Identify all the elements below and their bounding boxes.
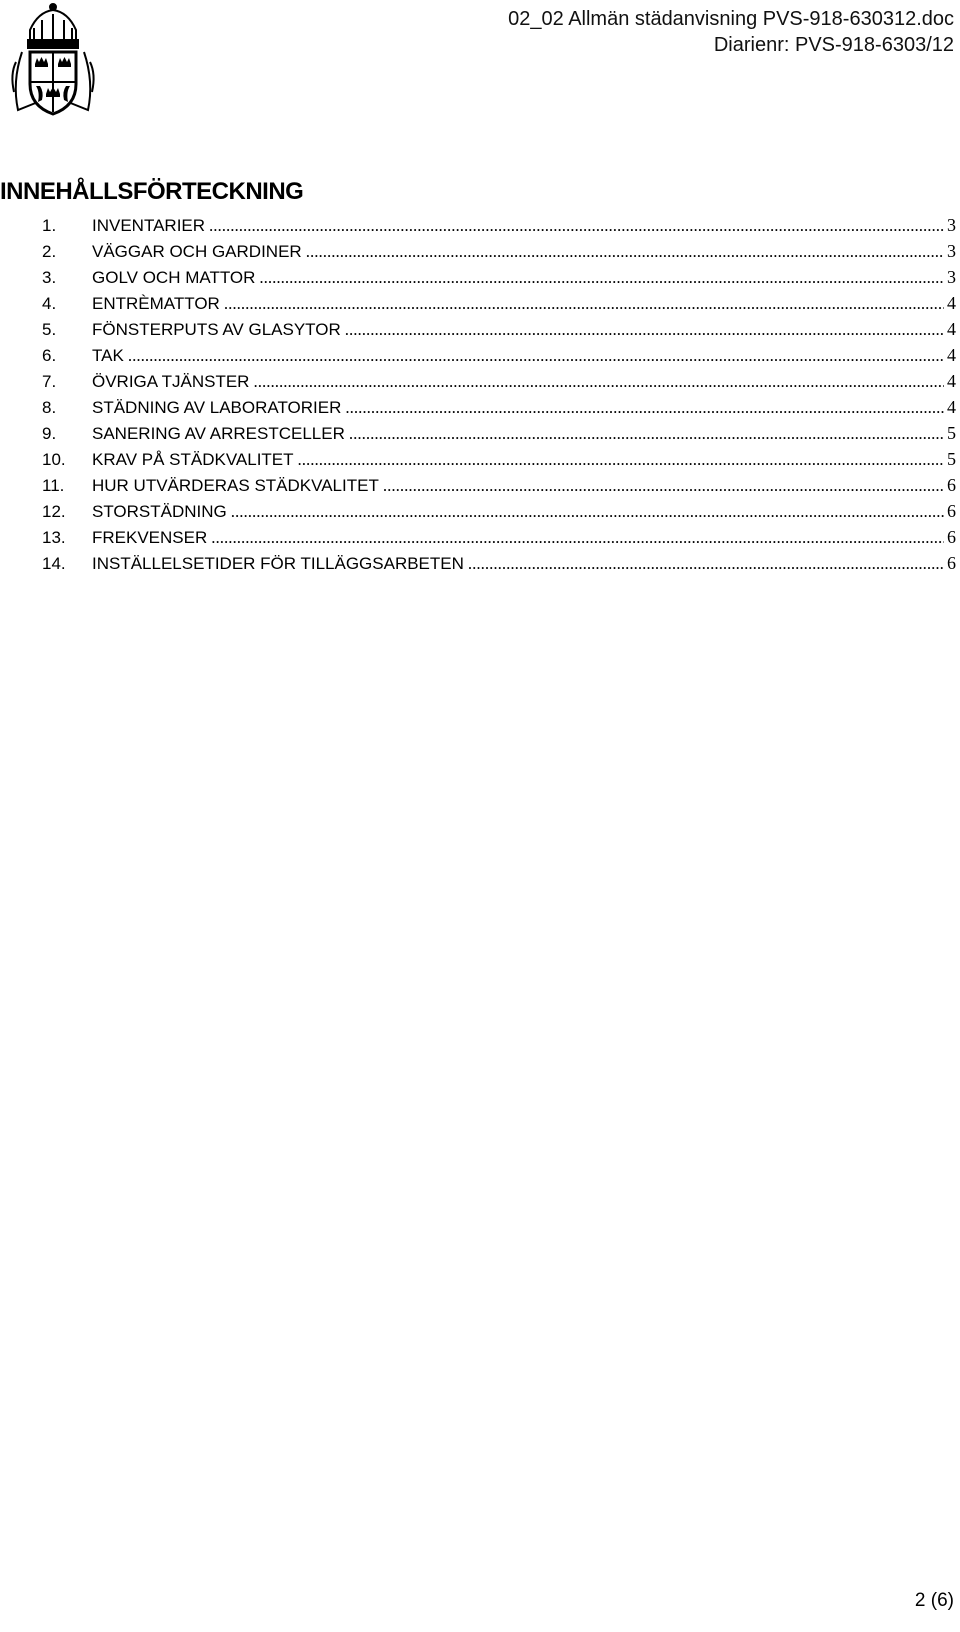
toc-entry-page: 4	[947, 293, 956, 313]
toc-entry-label: ÖVRIGA TJÄNSTER	[92, 372, 250, 391]
toc-entry-label: TAK	[92, 346, 124, 365]
toc-entry-13[interactable]	[0, 524, 956, 550]
toc-entry-label: GOLV OCH MATTOR	[92, 268, 256, 287]
toc-dot-leader	[211, 525, 944, 551]
toc-entry-number: 10.	[42, 450, 66, 469]
toc-entry-12[interactable]	[0, 498, 956, 524]
toc-dot-leader	[298, 447, 944, 473]
toc-entry-page: 6	[947, 501, 956, 521]
toc-entry-number: 1.	[42, 216, 57, 235]
toc-entry-page: 4	[947, 371, 956, 391]
toc-entry-6[interactable]	[0, 342, 956, 368]
toc-entry-label: VÄGGAR OCH GARDINER	[92, 242, 302, 261]
toc-entry-number: 13.	[42, 528, 66, 547]
toc-entry-number: 4.	[42, 294, 57, 313]
toc-entry-10[interactable]	[0, 446, 956, 472]
toc-dot-leader	[468, 551, 944, 577]
toc-entry-number: 8.	[42, 398, 57, 417]
toc-dot-leader	[209, 213, 944, 239]
toc-entry-label: FÖNSTERPUTS AV GLASYTOR	[92, 320, 341, 339]
toc-entry-number: 5.	[42, 320, 57, 339]
toc-entry-14[interactable]	[0, 550, 956, 576]
coat-of-arms-icon	[8, 2, 98, 120]
toc-dot-leader	[128, 343, 944, 369]
toc-entry-number: 14.	[42, 554, 66, 573]
toc-entry-8[interactable]	[0, 394, 956, 420]
toc-dot-leader	[259, 265, 944, 291]
toc-entry-page: 5	[947, 449, 956, 469]
page-indicator: 2 (6)	[914, 1590, 954, 1611]
toc-entry-page: 3	[947, 241, 956, 261]
document-header	[508, 6, 954, 58]
toc-entry-page: 6	[947, 527, 956, 547]
toc-entry-9[interactable]	[0, 420, 956, 446]
toc-dot-leader	[383, 473, 944, 499]
toc-entry-label: HUR UTVÄRDERAS STÄDKVALITET	[92, 476, 379, 495]
toc-dot-leader	[224, 291, 944, 317]
toc-dot-leader	[306, 239, 944, 265]
toc-entry-5[interactable]	[0, 316, 956, 342]
toc-entry-label: INSTÄLLELSETIDER FÖR TILLÄGGSARBETEN	[92, 554, 464, 573]
toc-entry-label: STÄDNING AV LABORATORIER	[92, 398, 342, 417]
toc-entry-number: 3.	[42, 268, 57, 287]
toc-entry-3[interactable]	[0, 264, 956, 290]
toc-dot-leader	[253, 369, 944, 395]
toc-entry-page: 3	[947, 215, 956, 235]
toc-dot-leader	[345, 317, 944, 343]
toc-entry-label: FREKVENSER	[92, 528, 208, 547]
toc-entry-page: 4	[947, 319, 956, 339]
toc-entry-page: 5	[947, 423, 956, 443]
toc-entry-number: 7.	[42, 372, 57, 391]
toc-entry-label: KRAV PÅ STÄDKVALITET	[92, 450, 294, 469]
toc-entry-number: 11.	[42, 476, 65, 495]
toc-dot-leader	[349, 421, 944, 447]
toc-dot-leader	[231, 499, 944, 525]
toc-entry-number: 12.	[42, 502, 66, 521]
diarienummer: Diarienr: PVS-918-6303/12	[713, 34, 954, 56]
toc-entry-label: STORSTÄDNING	[92, 502, 227, 521]
table-of-contents	[0, 212, 956, 576]
toc-entry-number: 6.	[42, 346, 57, 365]
toc-title: INNEHÅLLSFÖRTECKNING	[0, 178, 304, 205]
toc-entry-page: 4	[947, 345, 956, 365]
toc-entry-label: INVENTARIER	[92, 216, 206, 235]
toc-dot-leader	[345, 395, 944, 421]
toc-entry-label: SANERING AV ARRESTCELLER	[92, 424, 345, 443]
document-filename: 02_02 Allmän städanvisning PVS-918-630312.doc	[508, 8, 954, 30]
toc-entry-number: 9.	[42, 424, 57, 443]
toc-entry-page: 6	[947, 553, 956, 573]
toc-entry-page: 6	[947, 475, 956, 495]
toc-entry-7[interactable]	[0, 368, 956, 394]
toc-entry-page: 4	[947, 397, 956, 417]
toc-entry-4[interactable]	[0, 290, 956, 316]
toc-entry-11[interactable]	[0, 472, 956, 498]
toc-entry-label: ENTRÈMATTOR	[92, 294, 220, 313]
toc-entry-number: 2.	[42, 242, 57, 261]
toc-entry-page: 3	[947, 267, 956, 287]
toc-entry-1[interactable]	[0, 212, 956, 238]
toc-entry-2[interactable]	[0, 238, 956, 264]
